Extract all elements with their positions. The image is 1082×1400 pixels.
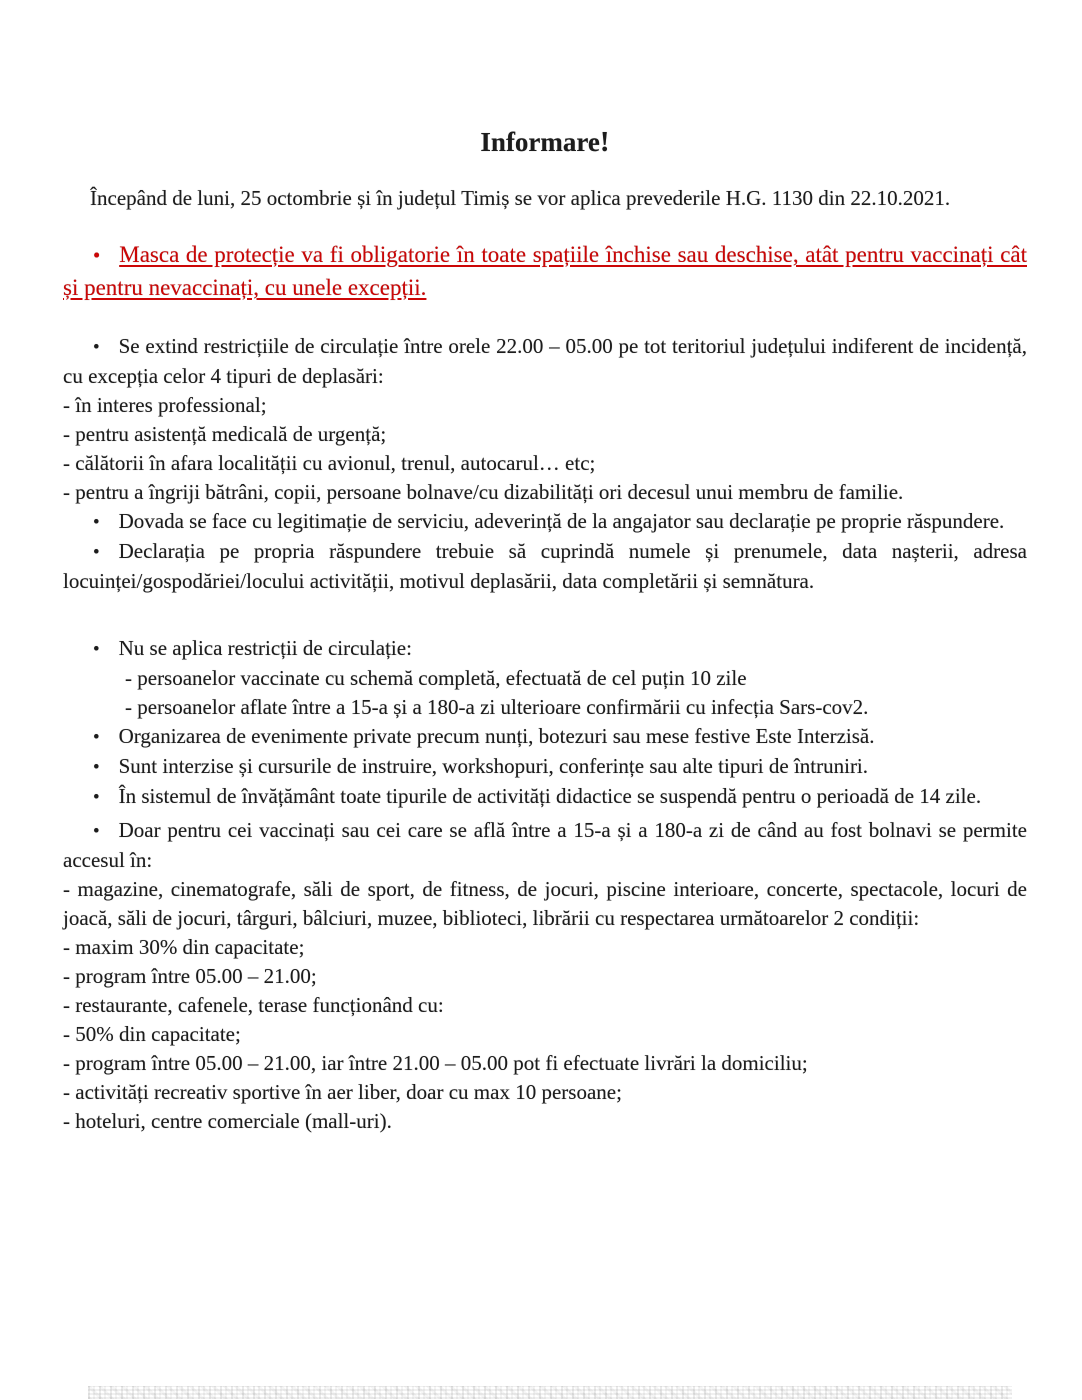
bullet-item (63, 332, 1027, 391)
bullet-text: Nu se aplica restricții de circulație: (118, 636, 412, 660)
bullet-icon: • (93, 542, 100, 563)
dash-item: - pentru a îngriji bătrâni, copii, persoane bolnave/cu dizabilități ori decesul unui membru de familie. (63, 480, 904, 504)
bullet-item (63, 752, 1027, 782)
bullet-text: Doar pentru cei vaccinați sau cei care se află între a 15-a și a 180-a zi de când au fost bolnavi se permite accesul în: (63, 818, 1027, 872)
sub-dash-item: - persoanelor vaccinate cu schemă completă, efectuată de cel puțin 10 zile (125, 666, 747, 690)
sub-dash-item: - persoanelor aflate între a 15-a și a 180-a zi ulterioare confirmării cu infecția Sars-cov2. (125, 695, 869, 719)
bullet-text: Organizarea de evenimente private precum nunți, botezuri sau mese festive Este Interzisă. (118, 724, 875, 748)
highlighted-bullet-item (63, 239, 1027, 304)
bullet-icon: • (93, 821, 100, 842)
bullet-item (63, 816, 1027, 875)
dash-item: - maxim 30% din capacitate; (63, 935, 305, 959)
bullet-icon: • (93, 787, 100, 808)
bullet-text: Sunt interzise și cursurile de instruire, workshopuri, conferințe sau alte tipuri de întruniri. (118, 754, 869, 778)
dash-item: - program între 05.00 – 21.00, iar între 21.00 – 05.00 pot fi efectuate livrări la domiciliu; (63, 1051, 808, 1075)
dash-item: - magazine, cinematografe, săli de sport, de fitness, de jocuri, piscine interioare, concerte, spectacole, locuri de joacă, săli de jocuri, târguri, bâlciuri, muzee, biblioteci, librării cu respectarea următoarelor 2 condiții: (63, 877, 1027, 930)
dash-item: - program între 05.00 – 21.00; (63, 964, 317, 988)
document-title (63, 126, 1027, 158)
bullet-icon: • (93, 337, 100, 358)
intro-paragraph: Începând de luni, 25 octombrie și în județul Timiș se vor aplica prevederile H.G. 1130 din 22.10.2021. (90, 186, 951, 210)
bullet-text: Se extind restricțiile de circulație între orele 22.00 – 05.00 pe tot teritoriul județului indiferent de incidență, cu excepția celor 4 tipuri de deplasări: (63, 334, 1027, 388)
scan-noise-artifact (88, 1386, 1012, 1399)
bullet-text: Dovada se face cu legitimație de serviciu, adeverință de la angajator sau declarație pe proprie răspundere. (118, 509, 1005, 533)
bullet-item (63, 782, 1027, 812)
bullet-item (63, 722, 1027, 752)
dash-item: - hoteluri, centre comerciale (mall-uri). (63, 1109, 392, 1133)
bullet-item (63, 537, 1027, 596)
highlighted-bullet-text: Masca de protecție va fi obligatorie în toate spațiile închise sau deschise, atât pentru vaccinați cât și pentru nevaccinați, cu unele excepții. (63, 242, 1027, 300)
bullet-icon: • (93, 757, 100, 778)
document-title-text: Informare (480, 127, 600, 157)
bullet-text: Declarația pe propria răspundere trebuie să cuprindă numele și prenumele, data nașterii, adresa locuinței/gospodăriei/locului activității, motivul deplasării, data completării și semnătura. (63, 539, 1027, 593)
title-exclamation: ! (599, 126, 610, 158)
bullet-icon: • (93, 639, 100, 660)
bullet-text: În sistemul de învățământ toate tipurile de activități didactice se suspendă pentru o perioadă de 14 zile. (118, 784, 982, 808)
dash-item: - în interes professional; (63, 393, 267, 417)
bullet-icon: • (93, 727, 100, 748)
bullet-icon: • (93, 245, 101, 267)
dash-item: - călătorii în afara localității cu avionul, trenul, autocarul… etc; (63, 451, 596, 475)
dash-item: - pentru asistență medicală de urgență; (63, 422, 387, 446)
dash-item: - activități recreativ sportive în aer liber, doar cu max 10 persoane; (63, 1080, 622, 1104)
bullet-icon: • (93, 512, 100, 533)
bullet-item (63, 507, 1027, 537)
dash-item: - restaurante, cafenele, terase funcționând cu: (63, 993, 444, 1017)
dash-item: - 50% din capacitate; (63, 1022, 241, 1046)
bullet-item (63, 634, 1027, 664)
